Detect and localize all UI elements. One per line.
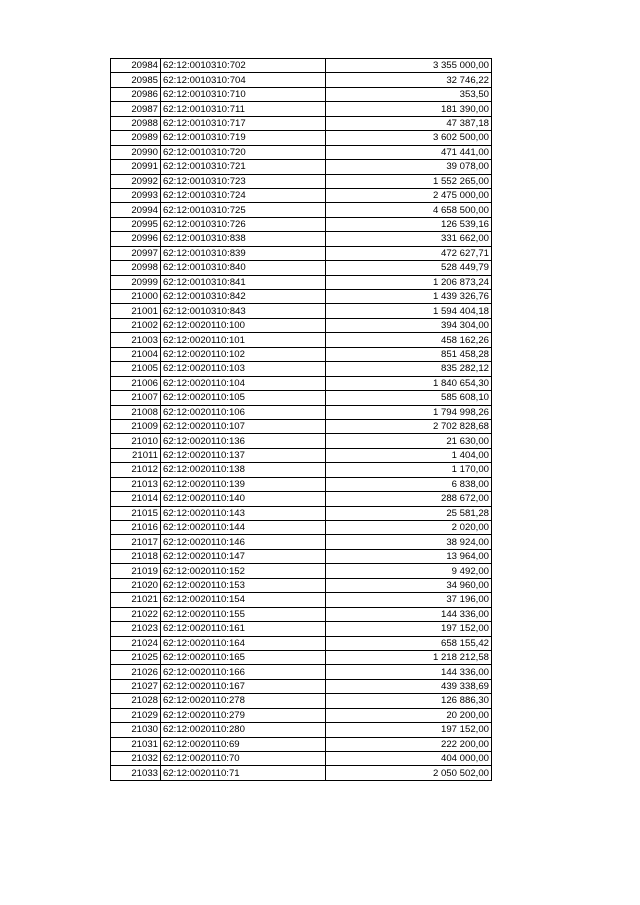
row-number-cell: 20988 [111, 116, 161, 130]
cadastral-value-cell: 32 746,22 [326, 73, 492, 87]
cadastral-value-cell: 2 020,00 [326, 521, 492, 535]
cadastral-number-cell: 62:12:0010310:725 [161, 203, 326, 217]
row-number-cell: 21025 [111, 650, 161, 664]
cadastral-number-cell: 62:12:0020110:152 [161, 564, 326, 578]
cadastral-value-cell: 1 170,00 [326, 463, 492, 477]
table-row [111, 564, 492, 578]
cadastral-value-cell: 222 200,00 [326, 737, 492, 751]
row-number-cell: 21012 [111, 463, 161, 477]
row-number-cell: 21006 [111, 376, 161, 390]
cadastral-number-cell: 62:12:0020110:102 [161, 347, 326, 361]
cadastral-number-cell: 62:12:0010310:841 [161, 275, 326, 289]
row-number-cell: 21018 [111, 549, 161, 563]
cadastral-value-cell: 20 200,00 [326, 708, 492, 722]
cadastral-value-cell: 197 152,00 [326, 622, 492, 636]
cadastral-number-cell: 62:12:0010310:840 [161, 261, 326, 275]
row-number-cell: 20992 [111, 174, 161, 188]
table-row [111, 578, 492, 592]
table-row [111, 145, 492, 159]
table-row [111, 304, 492, 318]
cadastral-value-cell: 1 206 873,24 [326, 275, 492, 289]
row-number-cell: 21023 [111, 622, 161, 636]
cadastral-number-cell: 62:12:0020110:101 [161, 333, 326, 347]
cadastral-value-cell: 528 449,79 [326, 261, 492, 275]
cadastral-number-cell: 62:12:0020110:153 [161, 578, 326, 592]
table-row [111, 160, 492, 174]
table-row [111, 188, 492, 202]
cadastral-number-cell: 62:12:0020110:70 [161, 752, 326, 766]
cadastral-value-cell: 25 581,28 [326, 506, 492, 520]
cadastral-number-cell: 62:12:0020110:106 [161, 405, 326, 419]
cadastral-number-cell: 62:12:0020110:147 [161, 549, 326, 563]
cadastral-number-cell: 62:12:0020110:166 [161, 665, 326, 679]
table-row [111, 622, 492, 636]
cadastral-value-cell: 851 458,28 [326, 347, 492, 361]
row-number-cell: 20994 [111, 203, 161, 217]
row-number-cell: 21008 [111, 405, 161, 419]
cadastral-number-cell: 62:12:0020110:136 [161, 434, 326, 448]
cadastral-value-cell: 181 390,00 [326, 102, 492, 116]
table-row [111, 391, 492, 405]
table-row [111, 217, 492, 231]
row-number-cell: 20998 [111, 261, 161, 275]
table-row [111, 723, 492, 737]
cadastral-number-cell: 62:12:0020110:140 [161, 492, 326, 506]
table-row [111, 102, 492, 116]
cadastral-number-cell: 62:12:0020110:69 [161, 737, 326, 751]
row-number-cell: 21022 [111, 607, 161, 621]
cadastral-value-cell: 38 924,00 [326, 535, 492, 549]
cadastral-value-cell: 9 492,00 [326, 564, 492, 578]
cadastral-value-cell: 1 218 212,58 [326, 650, 492, 664]
cadastral-number-cell: 62:12:0020110:100 [161, 318, 326, 332]
cadastral-value-cell: 394 304,00 [326, 318, 492, 332]
cadastral-number-cell: 62:12:0010310:838 [161, 232, 326, 246]
row-number-cell: 21024 [111, 636, 161, 650]
cadastral-number-cell: 62:12:0020110:155 [161, 607, 326, 621]
cadastral-value-cell: 4 658 500,00 [326, 203, 492, 217]
table-row [111, 59, 492, 73]
cadastral-value-cell: 34 960,00 [326, 578, 492, 592]
cadastral-value-cell: 439 338,69 [326, 679, 492, 693]
cadastral-number-cell: 62:12:0020110:165 [161, 650, 326, 664]
row-number-cell: 21028 [111, 694, 161, 708]
cadastral-value-cell: 458 162,26 [326, 333, 492, 347]
cadastral-value-cell: 2 702 828,68 [326, 419, 492, 433]
cadastral-value-cell: 1 552 265,00 [326, 174, 492, 188]
row-number-cell: 21030 [111, 723, 161, 737]
cadastral-value-cell: 331 662,00 [326, 232, 492, 246]
table-row [111, 477, 492, 491]
table-row [111, 261, 492, 275]
cadastral-number-cell: 62:12:0010310:720 [161, 145, 326, 159]
cadastral-number-cell: 62:12:0020110:105 [161, 391, 326, 405]
row-number-cell: 21003 [111, 333, 161, 347]
cadastral-number-cell: 62:12:0020110:154 [161, 593, 326, 607]
cadastral-value-cell: 353,50 [326, 87, 492, 101]
cadastral-value-cell: 288 672,00 [326, 492, 492, 506]
row-number-cell: 20986 [111, 87, 161, 101]
cadastral-value-cell: 13 964,00 [326, 549, 492, 563]
row-number-cell: 21004 [111, 347, 161, 361]
cadastral-value-cell: 126 539,16 [326, 217, 492, 231]
cadastral-number-cell: 62:12:0020110:167 [161, 679, 326, 693]
cadastral-number-cell: 62:12:0010310:724 [161, 188, 326, 202]
cadastral-number-cell: 62:12:0020110:144 [161, 521, 326, 535]
row-number-cell: 21010 [111, 434, 161, 448]
table-row [111, 419, 492, 433]
row-number-cell: 21000 [111, 290, 161, 304]
cadastral-value-cell: 658 155,42 [326, 636, 492, 650]
table-row [111, 521, 492, 535]
cadastral-value-cell: 197 152,00 [326, 723, 492, 737]
cadastral-number-cell: 62:12:0020110:278 [161, 694, 326, 708]
cadastral-value-cell: 144 336,00 [326, 607, 492, 621]
cadastral-value-cell: 6 838,00 [326, 477, 492, 491]
cadastral-number-cell: 62:12:0010310:711 [161, 102, 326, 116]
table-row [111, 463, 492, 477]
table-row [111, 636, 492, 650]
cadastral-number-cell: 62:12:0020110:143 [161, 506, 326, 520]
table-row [111, 492, 492, 506]
cadastral-value-cell: 404 000,00 [326, 752, 492, 766]
row-number-cell: 21005 [111, 362, 161, 376]
table-row [111, 290, 492, 304]
row-number-cell: 20999 [111, 275, 161, 289]
cadastral-value-cell: 2 475 000,00 [326, 188, 492, 202]
row-number-cell: 21011 [111, 448, 161, 462]
table-row [111, 318, 492, 332]
cadastral-number-cell: 62:12:0010310:723 [161, 174, 326, 188]
cadastral-number-cell: 62:12:0010310:843 [161, 304, 326, 318]
cadastral-value-cell: 585 608,10 [326, 391, 492, 405]
row-number-cell: 21019 [111, 564, 161, 578]
row-number-cell: 20995 [111, 217, 161, 231]
table-row [111, 752, 492, 766]
cadastral-number-cell: 62:12:0010310:842 [161, 290, 326, 304]
table-row [111, 232, 492, 246]
table-row [111, 434, 492, 448]
table-row [111, 708, 492, 722]
cadastral-value-cell: 1 840 654,30 [326, 376, 492, 390]
row-number-cell: 21021 [111, 593, 161, 607]
table-row [111, 694, 492, 708]
cadastral-number-cell: 62:12:0020110:161 [161, 622, 326, 636]
cadastral-value-cell: 2 050 502,00 [326, 766, 492, 780]
cadastral-number-cell: 62:12:0010310:704 [161, 73, 326, 87]
table-row [111, 607, 492, 621]
cadastral-number-cell: 62:12:0020110:103 [161, 362, 326, 376]
table-row [111, 448, 492, 462]
table-row [111, 347, 492, 361]
table-body [111, 59, 492, 781]
row-number-cell: 21033 [111, 766, 161, 780]
row-number-cell: 21016 [111, 521, 161, 535]
cadastral-value-cell: 835 282,12 [326, 362, 492, 376]
cadastral-value-cell: 37 196,00 [326, 593, 492, 607]
table-row [111, 362, 492, 376]
row-number-cell: 21001 [111, 304, 161, 318]
cadastral-number-cell: 62:12:0020110:137 [161, 448, 326, 462]
cadastral-number-cell: 62:12:0020110:146 [161, 535, 326, 549]
cadastral-number-cell: 62:12:0020110:139 [161, 477, 326, 491]
row-number-cell: 21015 [111, 506, 161, 520]
table-row [111, 174, 492, 188]
cadastral-number-cell: 62:12:0010310:702 [161, 59, 326, 73]
cadastral-number-cell: 62:12:0010310:717 [161, 116, 326, 130]
cadastral-number-cell: 62:12:0020110:107 [161, 419, 326, 433]
cadastral-number-cell: 62:12:0020110:280 [161, 723, 326, 737]
cadastral-value-cell: 126 886,30 [326, 694, 492, 708]
cadastral-value-cell: 47 387,18 [326, 116, 492, 130]
table-row [111, 376, 492, 390]
row-number-cell: 21009 [111, 419, 161, 433]
cadastral-number-cell: 62:12:0020110:138 [161, 463, 326, 477]
row-number-cell: 20984 [111, 59, 161, 73]
cadastral-value-cell: 1 594 404,18 [326, 304, 492, 318]
cadastral-value-table [110, 58, 492, 781]
row-number-cell: 20985 [111, 73, 161, 87]
table-row [111, 593, 492, 607]
cadastral-value-cell: 3 602 500,00 [326, 131, 492, 145]
table-row [111, 506, 492, 520]
row-number-cell: 21007 [111, 391, 161, 405]
cadastral-value-cell: 1 404,00 [326, 448, 492, 462]
cadastral-number-cell: 62:12:0020110:164 [161, 636, 326, 650]
row-number-cell: 20991 [111, 160, 161, 174]
table-row [111, 131, 492, 145]
row-number-cell: 21014 [111, 492, 161, 506]
cadastral-value-cell: 39 078,00 [326, 160, 492, 174]
cadastral-value-cell: 1 439 326,76 [326, 290, 492, 304]
row-number-cell: 20997 [111, 246, 161, 260]
row-number-cell: 21017 [111, 535, 161, 549]
cadastral-value-cell: 21 630,00 [326, 434, 492, 448]
table-row [111, 203, 492, 217]
table-row [111, 116, 492, 130]
row-number-cell: 20990 [111, 145, 161, 159]
table-row [111, 650, 492, 664]
cadastral-number-cell: 62:12:0020110:104 [161, 376, 326, 390]
table-row [111, 405, 492, 419]
cadastral-number-cell: 62:12:0010310:839 [161, 246, 326, 260]
row-number-cell: 20993 [111, 188, 161, 202]
cadastral-number-cell: 62:12:0020110:71 [161, 766, 326, 780]
cadastral-value-cell: 3 355 000,00 [326, 59, 492, 73]
cadastral-number-cell: 62:12:0010310:710 [161, 87, 326, 101]
cadastral-value-cell: 471 441,00 [326, 145, 492, 159]
row-number-cell: 21020 [111, 578, 161, 592]
table-row [111, 333, 492, 347]
table-row [111, 766, 492, 780]
table-row [111, 737, 492, 751]
row-number-cell: 21002 [111, 318, 161, 332]
row-number-cell: 21032 [111, 752, 161, 766]
row-number-cell: 21029 [111, 708, 161, 722]
cadastral-number-cell: 62:12:0010310:719 [161, 131, 326, 145]
table-row [111, 679, 492, 693]
table-row [111, 246, 492, 260]
table-row [111, 87, 492, 101]
row-number-cell: 20989 [111, 131, 161, 145]
table-row [111, 535, 492, 549]
row-number-cell: 21031 [111, 737, 161, 751]
row-number-cell: 21027 [111, 679, 161, 693]
row-number-cell: 21013 [111, 477, 161, 491]
cadastral-number-cell: 62:12:0020110:279 [161, 708, 326, 722]
table-row [111, 73, 492, 87]
row-number-cell: 21026 [111, 665, 161, 679]
row-number-cell: 20987 [111, 102, 161, 116]
table-row [111, 665, 492, 679]
cadastral-number-cell: 62:12:0010310:721 [161, 160, 326, 174]
row-number-cell: 20996 [111, 232, 161, 246]
cadastral-value-cell: 144 336,00 [326, 665, 492, 679]
cadastral-value-cell: 472 627,71 [326, 246, 492, 260]
cadastral-value-cell: 1 794 998,26 [326, 405, 492, 419]
cadastral-number-cell: 62:12:0010310:726 [161, 217, 326, 231]
table-row [111, 275, 492, 289]
table-row [111, 549, 492, 563]
